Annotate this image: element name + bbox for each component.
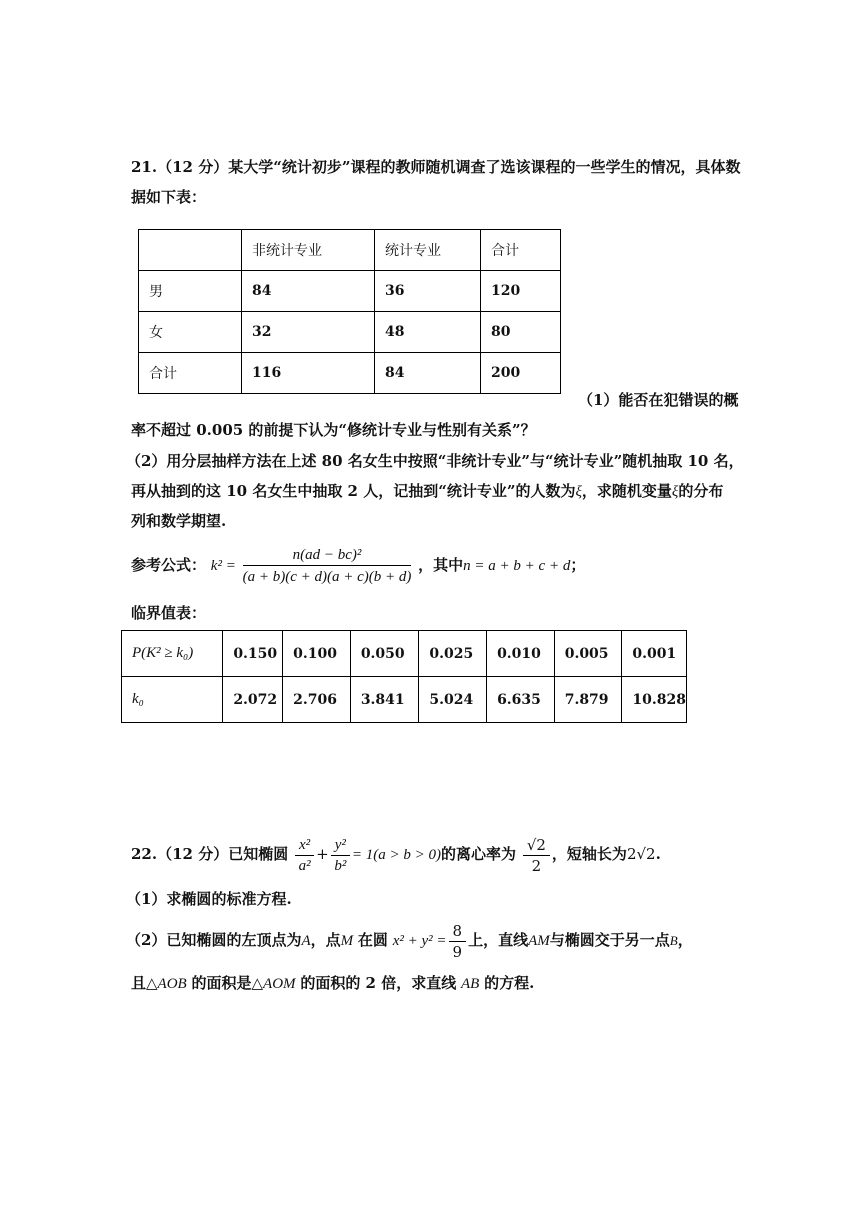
- table-cell: 32: [242, 312, 375, 353]
- table-cell: 0.001: [622, 631, 687, 677]
- q21-part1-a: （1）能否在犯错误的概: [578, 391, 739, 409]
- crit-label: 临界值表：: [131, 604, 207, 622]
- q22-part2-c: 在圆: [357, 931, 388, 949]
- plus-sign: +: [316, 845, 329, 863]
- triangle-aom: △AOM: [251, 976, 296, 992]
- ellipse-fraction-y: [331, 836, 350, 875]
- formula-label: 参考公式：: [131, 556, 207, 574]
- table-cell: 6.635: [487, 677, 555, 723]
- q21-part1-b: 率不超过 0.005 的前提下认为“修统计专业与性别有关系”？: [131, 421, 536, 439]
- table-cell: 84: [242, 271, 375, 312]
- q22-line1-a: 已知椭圆: [228, 845, 289, 863]
- q21-part2-line1: （2）用分层抽样方法在上述 80 名女生中按照“非统计专业”与“统计专业”随机抽取 10 名，: [126, 452, 744, 470]
- minor-axis-value: 2√2: [626, 845, 656, 863]
- table-cell: 统计专业: [375, 230, 481, 271]
- point-b: B: [669, 933, 678, 948]
- q22-score: （12 分）: [157, 845, 229, 863]
- table-cell: 合计: [139, 353, 242, 394]
- formula-end: ；: [570, 556, 586, 574]
- q21-intro-1: 某大学“统计初步”课程的教师随机调查了选该课程的一些学生的情况，具体数: [228, 158, 741, 176]
- formula-fraction: [243, 545, 412, 587]
- table-cell: 0.100: [283, 631, 351, 677]
- q22-part2-d: 上，直线: [468, 931, 529, 949]
- q22-part1: （1）求椭圆的标准方程.: [126, 890, 292, 908]
- point-m: M: [340, 933, 354, 949]
- triangle-aob: △AOB: [146, 976, 187, 992]
- q22-line3: [131, 973, 534, 994]
- table-cell: 80: [481, 312, 561, 353]
- q22-line3-d: 的方程.: [484, 974, 535, 992]
- q22-part2-e: 与椭圆交于另一点: [549, 931, 670, 949]
- frac-numerator: y²: [331, 836, 350, 856]
- q21-line2: 据如下表：: [131, 188, 207, 206]
- formula-n: n = a + b + c + d: [463, 558, 571, 574]
- q22-part2-a: （2）已知椭圆的左顶点为: [126, 931, 302, 949]
- q21-number: 21: [131, 158, 152, 176]
- frac-denominator: 2: [531, 856, 542, 875]
- table-cell: 3.841: [350, 677, 419, 723]
- frac-denominator: 9: [452, 942, 463, 961]
- q22-number: 22: [131, 845, 152, 863]
- table-cell: 合计: [481, 230, 561, 271]
- table-row: [139, 230, 561, 271]
- formula-denominator: (a + b)(c + d)(a + c)(b + d): [242, 569, 412, 585]
- table-cell: 116: [242, 353, 375, 394]
- table-cell: 2.072: [223, 677, 283, 723]
- formula-line: [131, 543, 585, 588]
- frac-numerator: √2: [523, 836, 550, 856]
- q21-line1: 21.（12 分）某大学“统计初步”课程的教师随机调查了选该课程的一些学生的情况，具体数: [131, 158, 741, 176]
- q22-line3-a: 且: [131, 974, 147, 992]
- q22-line3-b: 的面积是: [191, 974, 252, 992]
- table-cell: [139, 230, 242, 271]
- formula-lhs: k² =: [210, 558, 236, 574]
- table-cell: k₀: [122, 677, 223, 723]
- frac-denominator: b²: [334, 857, 347, 874]
- q21-score: （12 分）: [157, 158, 229, 176]
- frac-denominator: a²: [298, 857, 311, 874]
- xi-symbol: ξ: [575, 484, 582, 500]
- table-cell: 84: [375, 353, 481, 394]
- table-cell: 0.025: [419, 631, 487, 677]
- point-a: A: [301, 933, 311, 949]
- table-cell: 48: [375, 312, 481, 353]
- q21-part2-line2b: ，求随机变量: [581, 482, 672, 500]
- table-row: [139, 312, 561, 353]
- frac-numerator: x²: [295, 836, 314, 856]
- formula-where: ，其中: [418, 556, 464, 574]
- table-cell: 5.024: [419, 677, 487, 723]
- eccentricity-fraction: [523, 836, 550, 875]
- q21-part2-line2c: 的分布: [678, 482, 724, 500]
- table-cell: 2.706: [283, 677, 351, 723]
- q22-line1-b: 的离心率为: [441, 845, 517, 863]
- critical-value-table: [121, 630, 687, 723]
- table-cell: 36: [375, 271, 481, 312]
- table-cell: 0.150: [223, 631, 283, 677]
- xi-symbol: ξ: [671, 484, 679, 500]
- circle-lhs: x² + y² =: [392, 933, 447, 949]
- formula-numerator: n(ad − bc)²: [243, 545, 412, 566]
- table-cell: 120: [481, 271, 561, 312]
- q22-line1-c: ，短轴长为: [551, 845, 627, 863]
- table-row: [139, 271, 561, 312]
- q22-part2-line: [126, 918, 693, 963]
- table-cell: 0.010: [487, 631, 555, 677]
- table-cell: P(K² ≥ k₀): [122, 631, 223, 677]
- table-cell: 女: [139, 312, 242, 353]
- q22-line1: 22.（12 分）已知椭圆 $\frac{\text{x²}}{\text{a²}}$ + $\frac{\text{y²}}{\text{b²}}$ = 1(a > b > 0)的离心率为 $\frac{√2}{2}$ ，短轴长为2√2.: [131, 835, 661, 875]
- table-cell: 男: [139, 271, 242, 312]
- q22-part2-b: ，点: [310, 931, 341, 949]
- stats-table: [138, 229, 561, 394]
- table-cell: 10.828: [622, 677, 687, 723]
- line-ab: AB: [461, 976, 480, 992]
- table-cell: 0.050: [350, 631, 419, 677]
- table-cell: 7.879: [554, 677, 622, 723]
- table-row: [122, 631, 687, 677]
- table-cell: 0.005: [554, 631, 622, 677]
- table-row: [139, 353, 561, 394]
- q22-line3-c: 的面积的 2 倍，求直线: [300, 974, 457, 992]
- ellipse-fraction-x: [295, 836, 314, 875]
- frac-numerator: 8: [449, 922, 467, 942]
- q22-part2-f: ，: [677, 931, 693, 949]
- q21-part2-line2: [131, 481, 723, 502]
- table-row: [122, 677, 687, 723]
- table-cell: 非统计专业: [242, 230, 375, 271]
- ellipse-condition: = 1(a > b > 0): [351, 847, 442, 863]
- q21-part2-line2a: 再从抽到的这 10 名女生中抽取 2 人，记抽到“统计专业”的人数为: [131, 482, 576, 500]
- q22-line1-end: .: [655, 845, 661, 863]
- q21-part2-line3: 列和数学期望.: [131, 512, 227, 530]
- circle-fraction: [449, 922, 467, 961]
- line-am: AM: [528, 933, 550, 949]
- table-cell: 200: [481, 353, 561, 394]
